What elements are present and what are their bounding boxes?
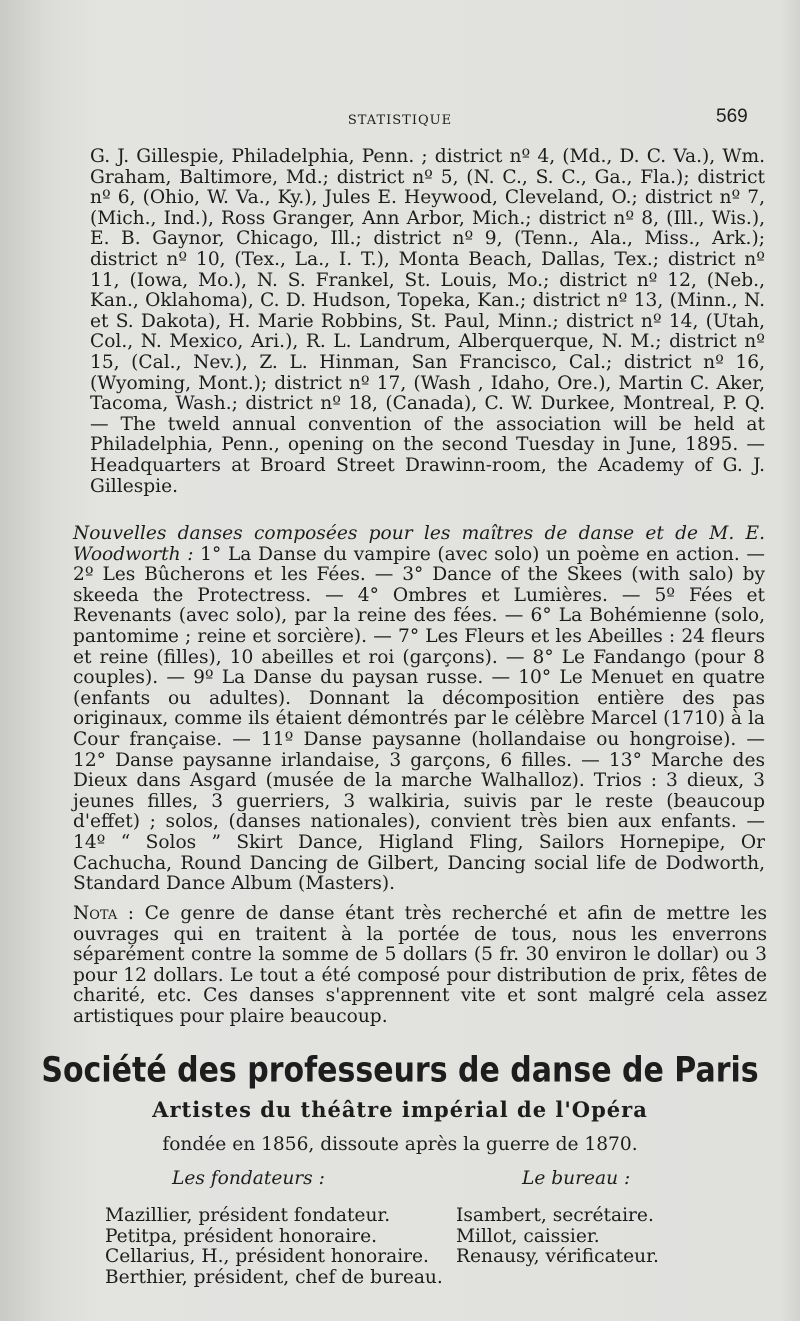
paragraph-districts-text: G. J. Gillespie, Philadelphia, Penn. ; district nº 4, (Md., D. C. Va.), Wm. Graham, Baltimore, Md.; district nº 5, (N. C., S. C., Ga., Fla.); district nº 6, (Ohio, W. Va., Ky.), Jules E. Heywood, Cleveland, O.; district nº 7, (Mich., Ind.), Ross Granger, Ann Arbor, Mich.; district nº 8, (Ill., Wis.), E. B. Gaynor, Chicago, Ill.; district nº 9, (Tenn., Ala., Miss., Ark.); district nº 10, (Tex., La., I. T.), Monta Beach, Dallas, Tex.; district nº 11, (Iowa, Mo.), N. S. Frankel, St. Louis, Mo.; district nº 12, (Neb., Kan., Oklahoma), C. D. Hudson, Topeka, Kan.; district nº 13, (Minn., N. et S. Dakota), H. Marie Robbins, St. Paul, Minn.; district nº 14, (Utah, Col., N. Mexico, Ari.), R. L. Landrum, Alberquerque, N. M.; district nº 15, (Cal., Nev.), Z. L. Hinman, San Francisco, Cal.; district nº 16, (Wyoming, Mont.); district nº 17, (Wash , Idaho, Ore.), Martin C. Aker, Tacoma, Wash.; district nº 18, (Canada), C. W. Durkee, Montreal, P. Q. — The tweld annual convention of the association will be held at Philadelphia, Penn., opening on the second Tuesday in June, 1895. — Headquarters at Broard Street Drawinn-room, the Academy of G. J. Gillespie. [90,146,765,497]
page-number: 569 [716,106,748,127]
society-date-line: fondée en 1856, dissoute après la guerre de 1870. [162,1134,638,1155]
bureau-list [456,1206,659,1268]
paragraph-districts [90,147,765,497]
list-item: Millot, caissier. [456,1225,600,1247]
nota-label: Nota [73,903,118,924]
society-subtitle: Artistes du théâtre impérial de l'Opéra [152,1097,648,1122]
paragraph-dances [73,524,765,895]
paragraph-nota-text [73,904,767,1028]
list-item: Berthier, président, chef de bureau. [105,1266,443,1288]
nota-body: : Ce genre de danse étant très recherché et afin de mettre les ouvrages qui en traitent à la portée de tous, nous les enverrons séparément contre la somme de 5 dollars (5 fr. 30 environ le dollar) ou 3 pour 12 dollars. Le tout a été composé pour distribution de prix, fêtes de charité, etc. Ces danses s'apprennent vite et sont malgré cela assez artistiques pour plaire beaucoup. [73,903,767,1027]
bureau-heading: Le bureau : [522,1168,631,1189]
list-item: Isambert, secrétaire. [456,1205,654,1226]
running-header: STATISTIQUE [347,113,453,128]
list-item: Mazillier, président fondateur. [105,1205,391,1226]
paragraph-dances-text [73,524,765,895]
society-title: Société des professeurs de danse de Paris [41,1050,759,1091]
founders-list [105,1206,443,1288]
list-item: Renausy, vérificateur. [456,1246,659,1268]
list-item: Petitpa, président honoraire. [105,1225,377,1247]
paragraph-nota [73,904,767,1028]
list-item: Cellarius, H., président honoraire. [105,1246,429,1268]
dances-intro: Nouvelles danses composées pour les maîtres de danse et de M. E. Woodworth : [73,523,765,565]
founders-heading: Les fondateurs : [172,1168,325,1189]
dances-list: 1° La Danse du vampire (avec solo) un poème en action. — 2º Les Bûcherons et les Fées. — 3° Dance of the Skees (with salo) by skeeda the Protectress. — 4° Ombres et Lumières. — 5º Fées et Revenants (avec solo), par la reine des fées. — 6° La Bohémienne (solo, pantomime ; reine et sorcière). — 7° Les Fleurs et les Abeilles : 24 fleurs et reine (filles), 10 abeilles et roi (garçons). — 8° Le Fandango (pour 8 couples). — 9º La Danse du paysan russe. — 10° Le Menuet en quatre (enfants ou adultes). Donnant la décomposition entière des pas originaux, comme ils étaient démontrés par le célèbre Marcel (1710) à la Cour française. — 11º Danse paysanne (hollandaise ou hongroise). — 12° Danse paysanne irlandaise, 3 garçons, 6 filles. — 13° Marche des Dieux dans Asgard (musée de la marche Walhalloz). Trios : 3 dieux, 3 jeunes filles, 3 guerriers, 3 walkiria, suivis par le reste (beaucoup d'effet) ; solos, (danses nationales), convient très bien aux enfants. — 14º “ Solos ” Skirt Dance, Higland Fling, Sailors Hornepipe, Or Cachucha, Round Dancing de Gilbert, Dancing social life de Dodworth, Standard Dance Album (Masters). [73,543,765,895]
